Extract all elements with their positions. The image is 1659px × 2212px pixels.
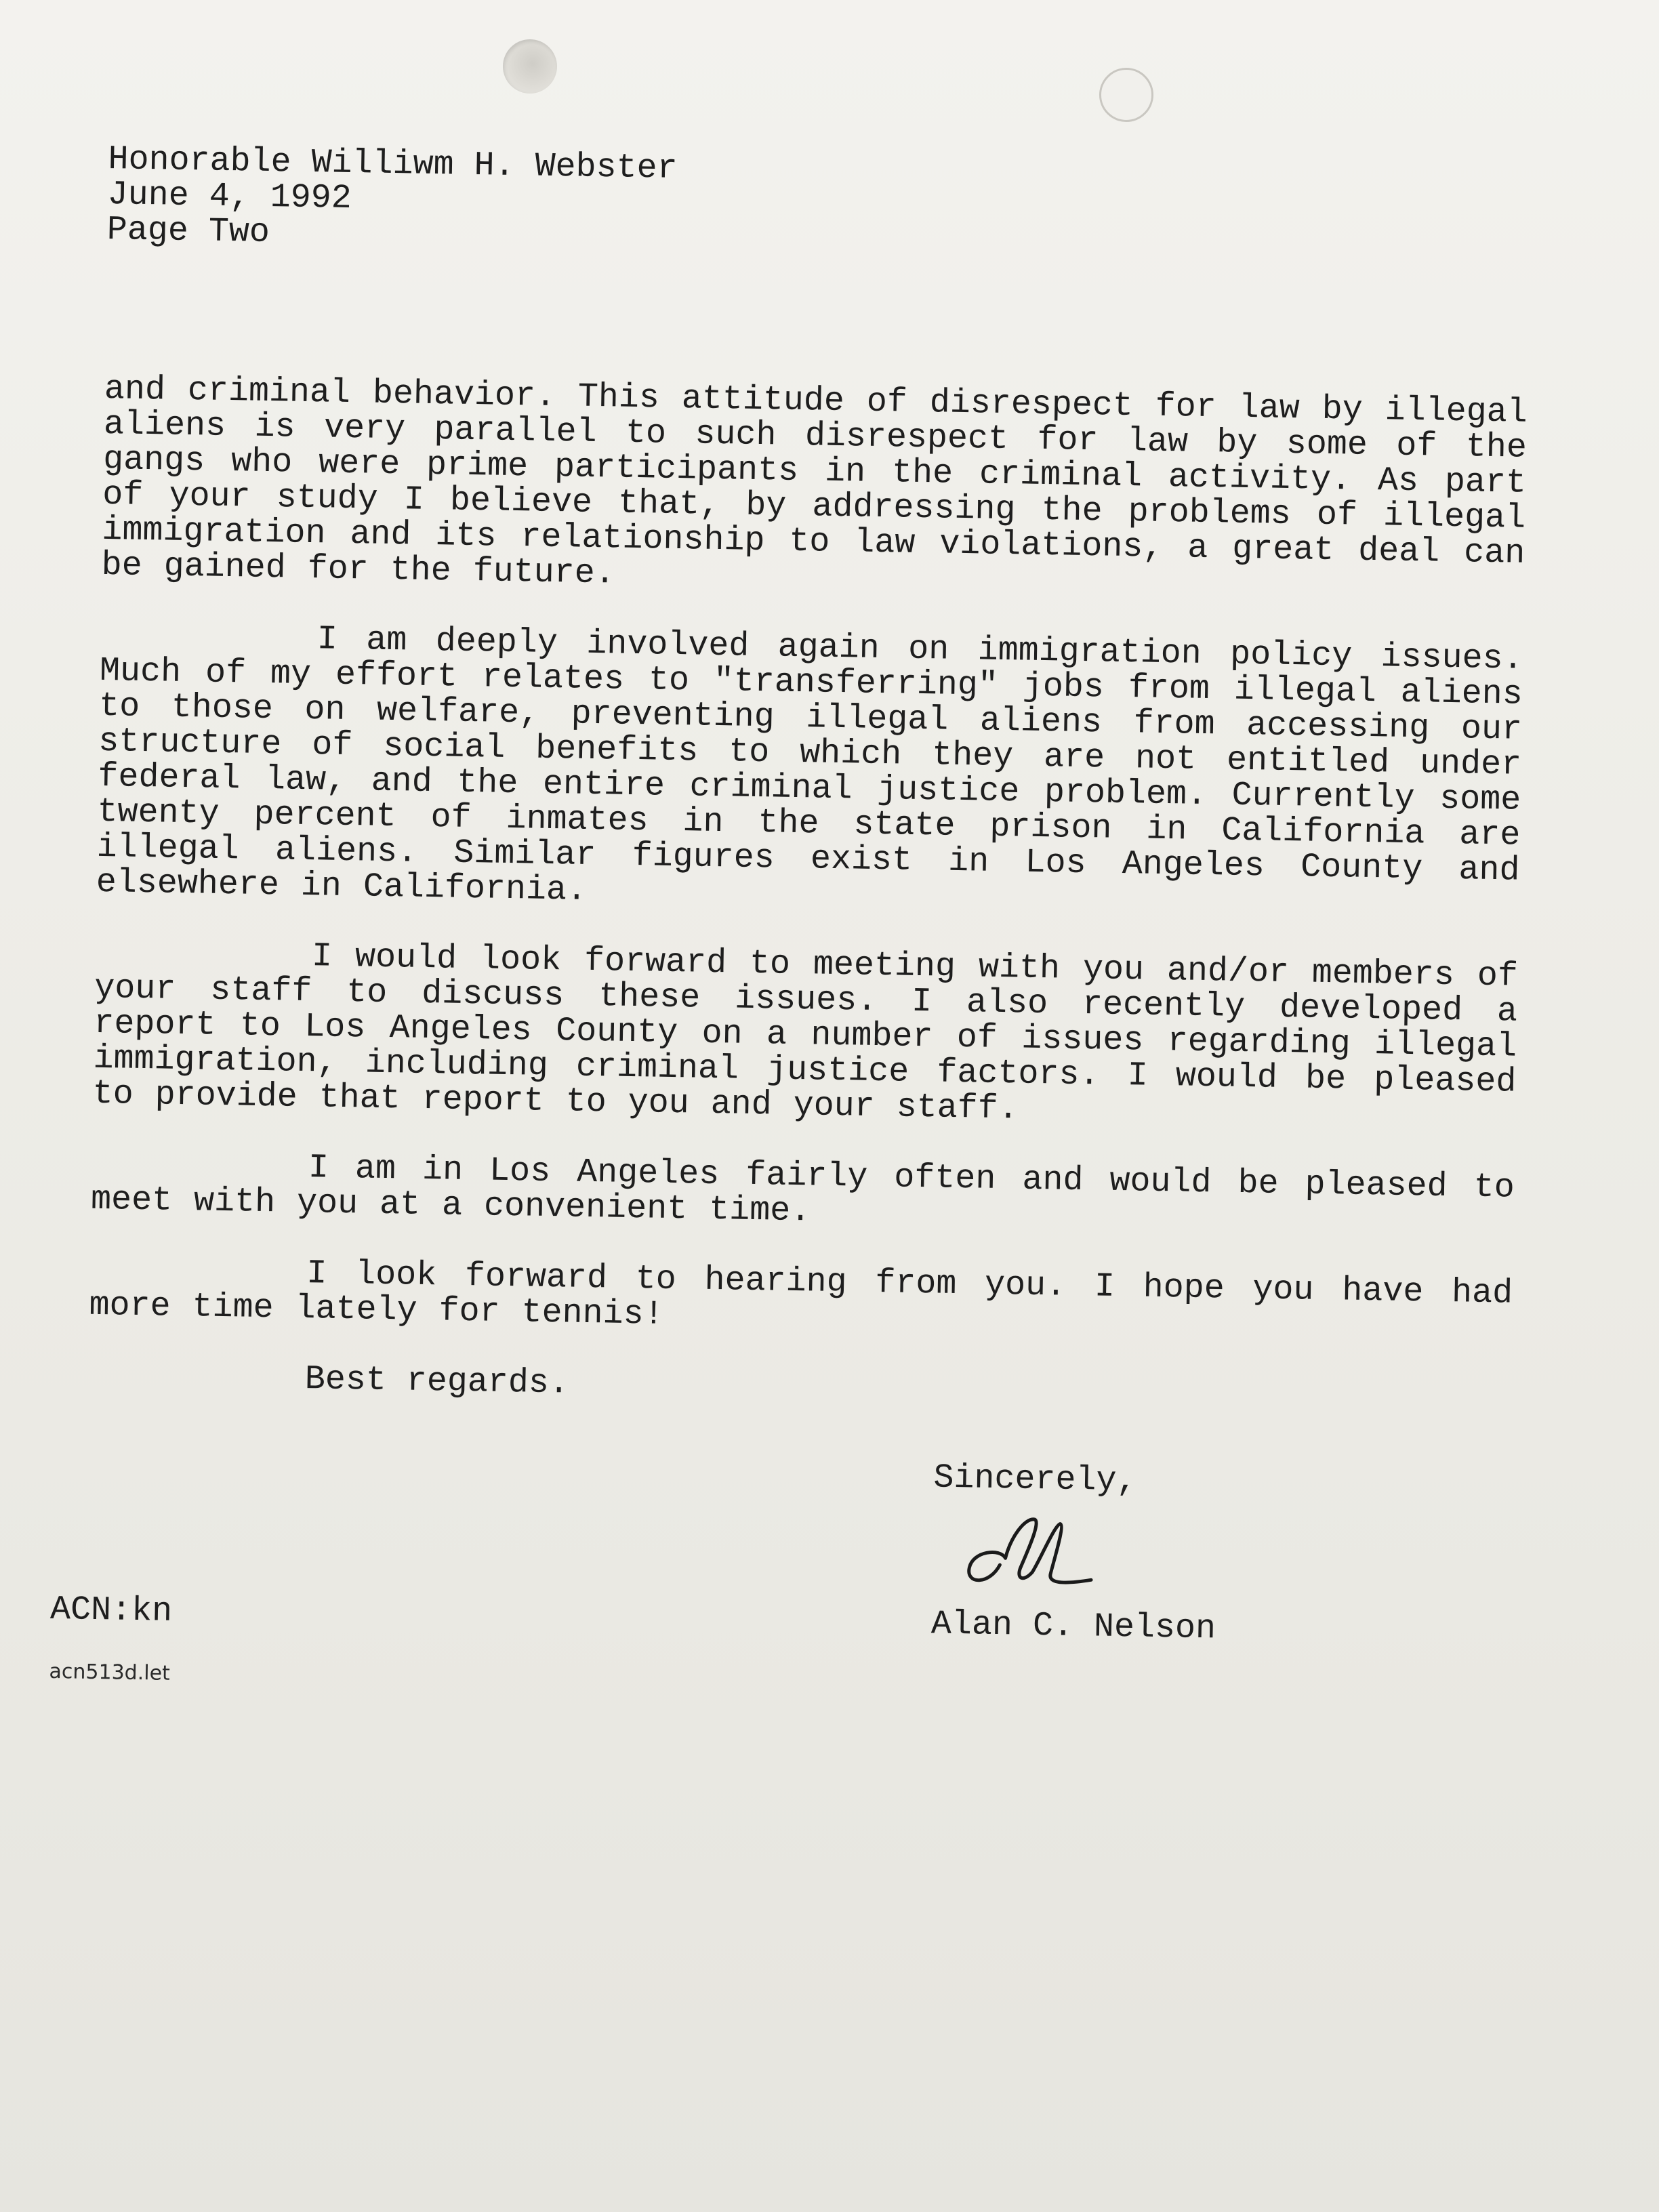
paragraph-4: I am in Los Angeles fairly often and would be pleased to meet with you at a convenient time.	[90, 1149, 1515, 1231]
closing-sincerely: Sincerely,	[933, 1458, 1137, 1501]
paragraph-1: and criminal behavior. This attitude of disrespect for law by illegal aliens is very parallel to such disrespect for law by some of the gangs who were prime participants in the criminal activity. As part of your study I believe that, by addressing the problems of illegal immigration and its relationship to law violations, a great deal can be gained for the future.	[101, 369, 1528, 594]
best-regards: Best regards.	[304, 1360, 570, 1404]
paragraph-2: I am deeply involved again on immigration policy issues. Much of my effort relates to "transferring" jobs from illegal aliens to those on welfare, preventing illegal aliens from accessing our structure of social benefits to which they are not entitled under federal law, and the entire criminal justice problem. Currently some twenty percent of inmates in the state prison in California are illegal aliens. Similar figures exist in Los Angeles County and elsewhere in California.	[96, 620, 1524, 910]
paragraph-3: I would look forward to meeting with you and/or members of your staff to discuss these issues. I also recently developed a report to Los Angeles County on a number of issues regarding illegal immigration, including criminal justice factors. I would be pleased to provide that report to you and your staff.	[92, 937, 1519, 1129]
typist-initials: ACN:kn	[49, 1590, 173, 1631]
letter-body	[49, 140, 1531, 1708]
signer-name: Alan C. Nelson	[930, 1605, 1216, 1649]
signature-image	[952, 1510, 1116, 1601]
paragraph-5: I look forward to hearing from you. I hope you have had more time lately for tennis!	[89, 1254, 1513, 1334]
punch-hole-right	[1099, 68, 1153, 122]
date-line: June 4, 1992	[107, 175, 352, 218]
signature-row	[49, 1590, 1508, 1652]
recipient-line: Honorable Williwm H. Webster	[108, 140, 678, 188]
page-number-line: Page Two	[106, 210, 270, 252]
punch-hole-left	[503, 39, 557, 94]
file-reference: acn513d.let	[49, 1659, 171, 1685]
